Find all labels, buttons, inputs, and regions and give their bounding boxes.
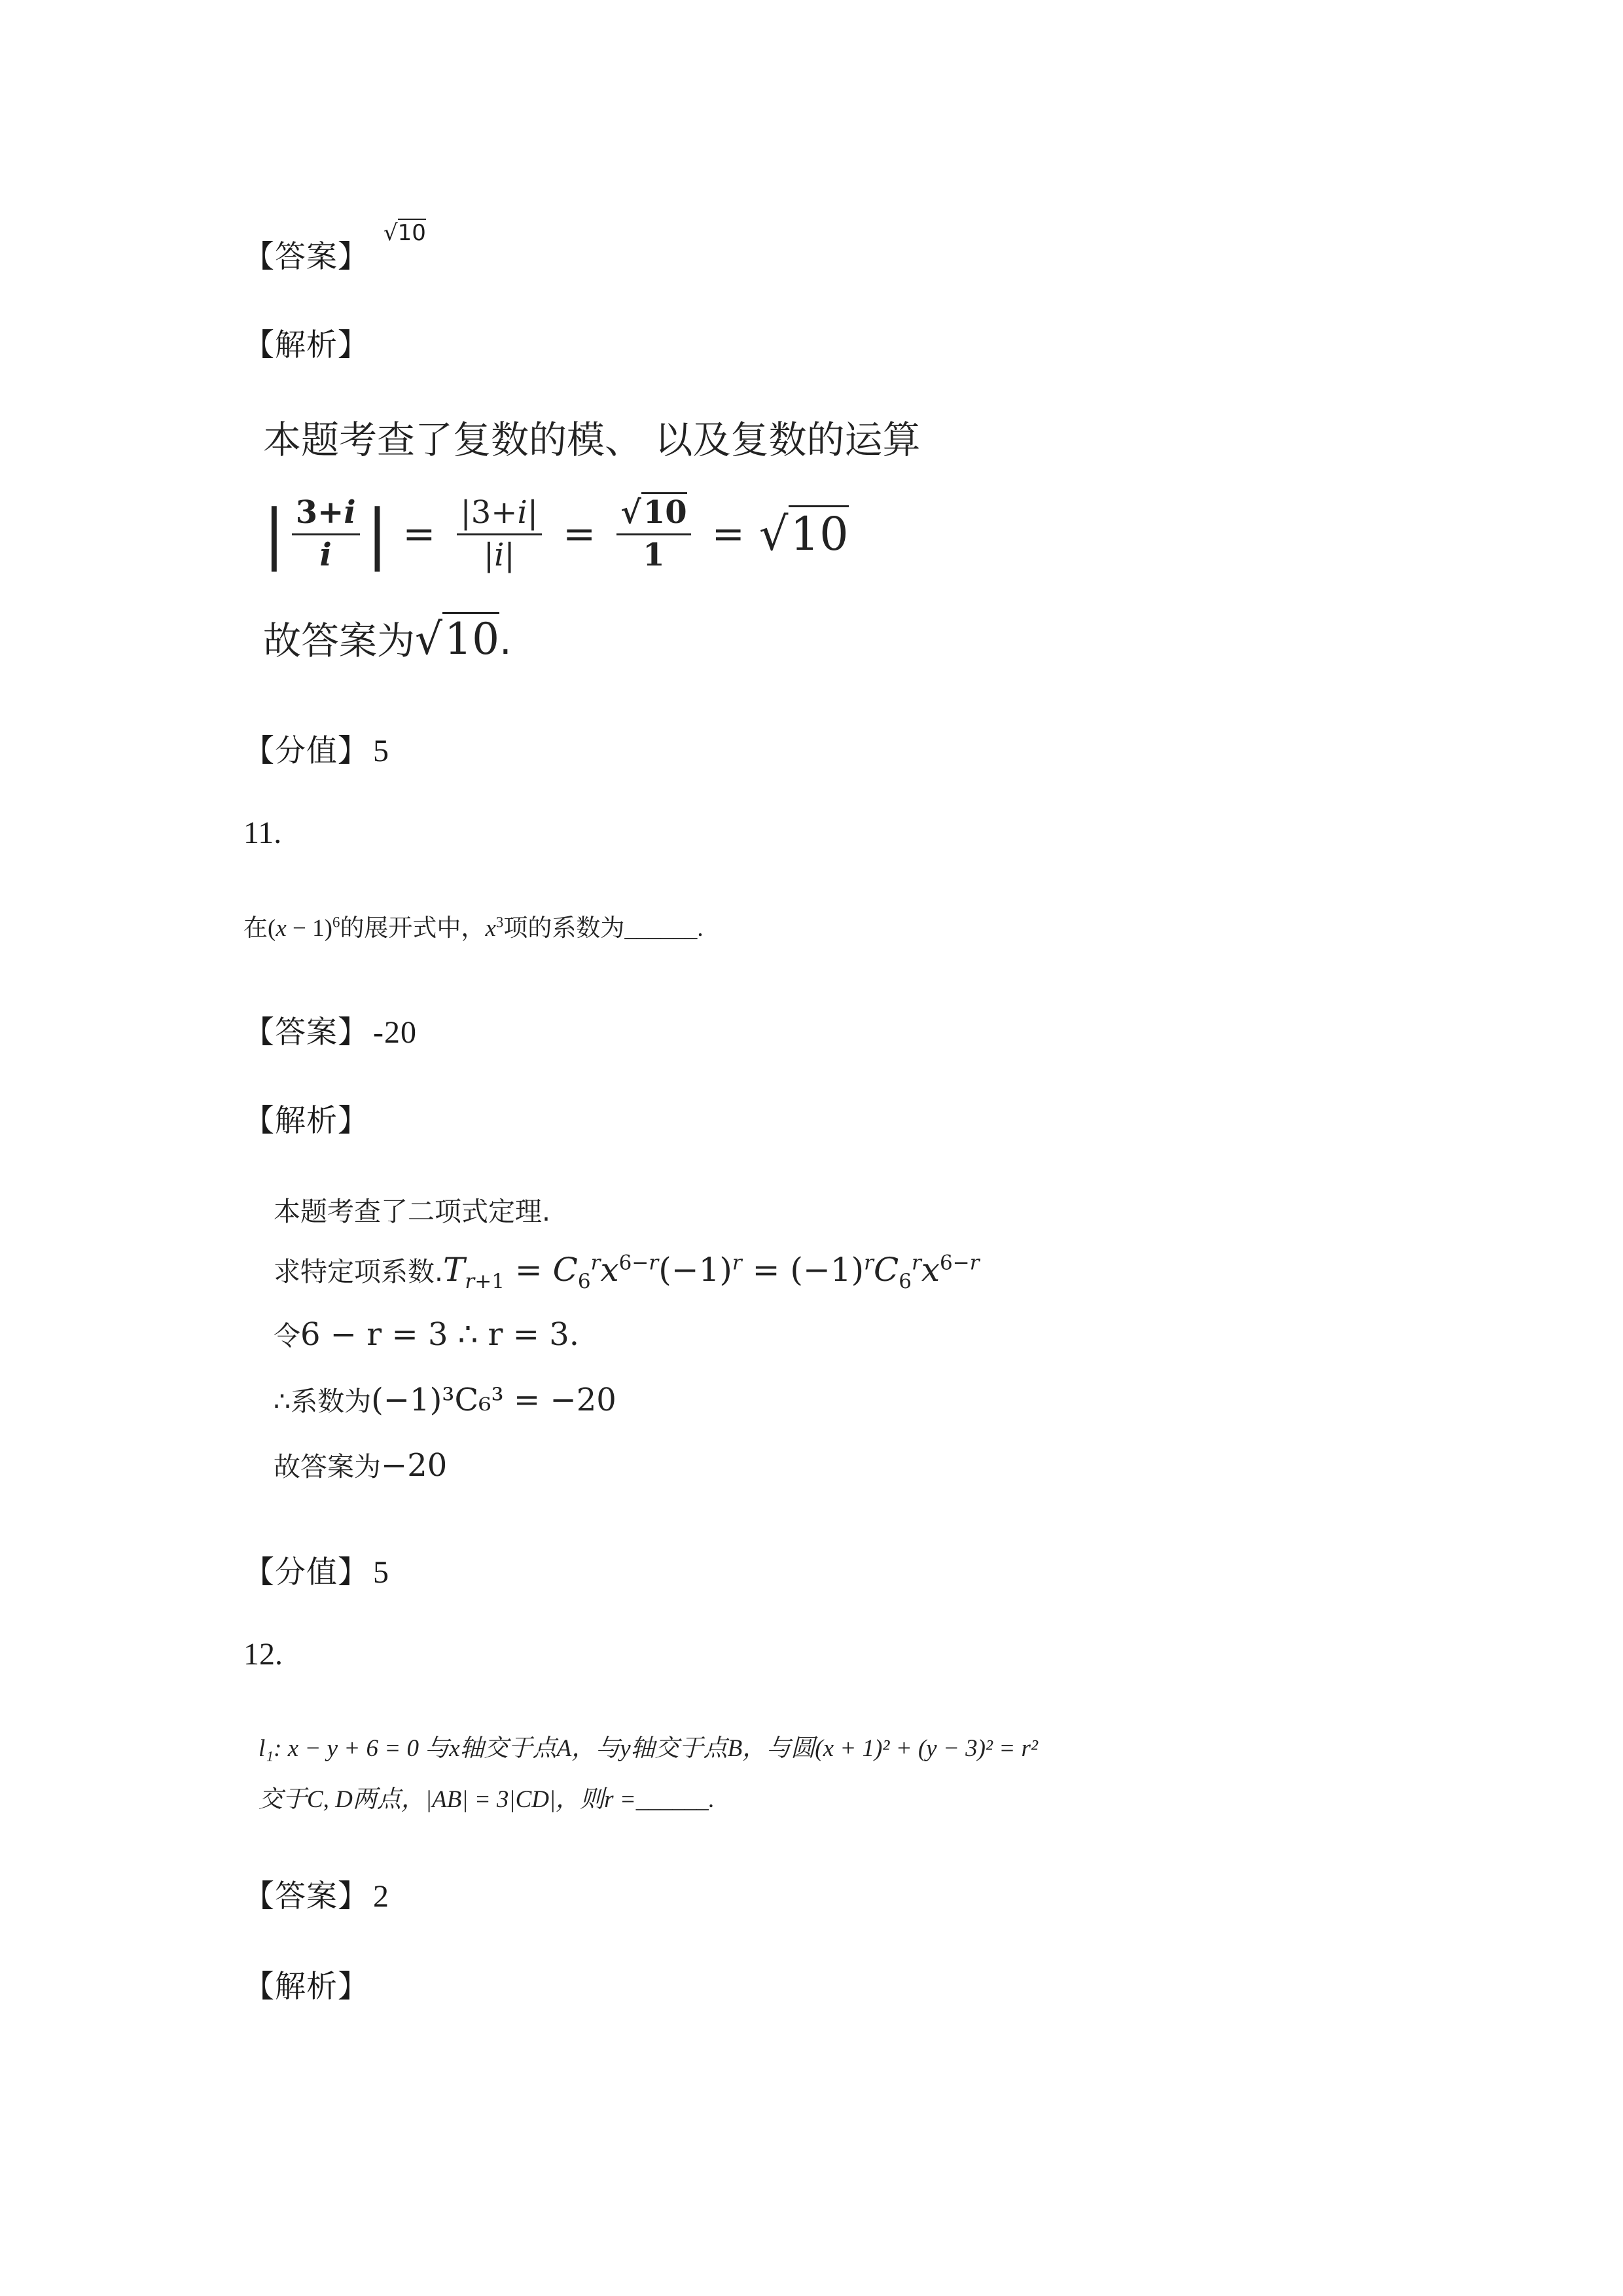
explanation-2-line-5	[274, 1445, 447, 1484]
score-label-text: 【分值】	[243, 1554, 369, 1590]
question-number-11	[243, 815, 281, 851]
analysis-label-text: 【解析】	[243, 1969, 369, 2005]
abs-bar-right: |	[366, 495, 389, 572]
score-value: 5	[373, 734, 389, 768]
explanation-text: ∴系数为	[274, 1386, 372, 1417]
answer-label-3	[243, 1872, 389, 1916]
question-number-12	[243, 1636, 283, 1672]
analysis-label-text: 【解析】	[243, 327, 369, 363]
explanation-2-line-2	[274, 1250, 980, 1293]
analysis-label-text: 【解析】	[243, 1103, 369, 1139]
answer-label-1	[243, 232, 369, 276]
explanation-math: −20	[381, 1447, 448, 1484]
explanation-text: 求特定项系数.	[274, 1256, 444, 1287]
score-label-text: 【分值】	[243, 733, 369, 769]
fraction-2: $\frac{|3+i|}{|i|}$	[457, 494, 542, 573]
abs-bar-left: |	[263, 495, 285, 572]
answer-label-text: 【答案】	[243, 1014, 369, 1050]
explanation-text: 故答案为	[263, 619, 416, 663]
question-stem-12-line-1	[259, 1728, 1038, 1763]
equals-sign: =	[711, 511, 745, 557]
question-stem-12-line-2	[259, 1779, 715, 1814]
answer-value: 2	[373, 1879, 389, 1914]
explanation-1-equation	[263, 494, 849, 573]
question-stem-11: 在$(x - 1)^6$的展开式中，$x^3$项的系数为______.	[243, 914, 704, 942]
sqrt-result: √10	[759, 507, 849, 561]
explanation-1-line-1	[263, 409, 920, 464]
binomial-formula: $T_{r+1} = C_6^rx^{6-r}(-1)^r = (-1)^rC_6^rx^{6-r}$	[443, 1251, 980, 1293]
explanation-1-line-3: 故答案为√10.	[263, 610, 512, 665]
explanation-text: 令	[274, 1320, 300, 1352]
score-label-2	[243, 1548, 389, 1592]
question-number-text: 12.	[243, 1637, 283, 1672]
analysis-label-3	[243, 1962, 369, 2006]
explanation-text: 本题考查了复数的模、 以及复数的运算	[263, 418, 921, 462]
answer-sqrt-value: 10	[397, 220, 426, 246]
explanation-text: 本题考查了二项式定理.	[274, 1196, 551, 1227]
analysis-label-2	[243, 1096, 369, 1140]
equals-sign: =	[402, 511, 436, 557]
explanation-2-line-4	[274, 1380, 616, 1418]
explanation-text: 故答案为	[274, 1451, 381, 1482]
answer-label-2	[243, 1008, 417, 1052]
answer-label-text: 【答案】	[243, 1878, 369, 1914]
question-number-text: 11.	[243, 816, 282, 850]
analysis-label-1	[243, 321, 369, 365]
sqrt-answer: √10	[415, 614, 499, 664]
question-text: l₁: x − y + 6 = 0 与x轴交于点A，与y轴交于点B，与圆(x + 1)² + (y − 3)² = r²	[259, 1735, 1038, 1762]
fraction-3: $\frac{√10}{1}$	[616, 494, 690, 573]
explanation-math: 6 − r = 3 ∴ r = 3.	[300, 1316, 580, 1353]
fraction-1: $\frac{3+i}{i}$	[292, 494, 360, 573]
explanation-2-line-3	[274, 1314, 579, 1353]
score-label-1	[243, 726, 389, 770]
score-value: 5	[373, 1555, 389, 1590]
explanation-2-line-1	[274, 1190, 550, 1229]
question-text: 交于C, D两点，|AB| = 3|CD|，则r =______.	[259, 1786, 715, 1813]
answer-label-text: 【答案】	[243, 239, 369, 275]
answer-value-1: √10	[383, 220, 426, 246]
equals-sign: =	[563, 511, 596, 557]
explanation-math: (−1)³C₆³ = −20	[371, 1382, 616, 1418]
answer-value: -20	[373, 1015, 417, 1050]
